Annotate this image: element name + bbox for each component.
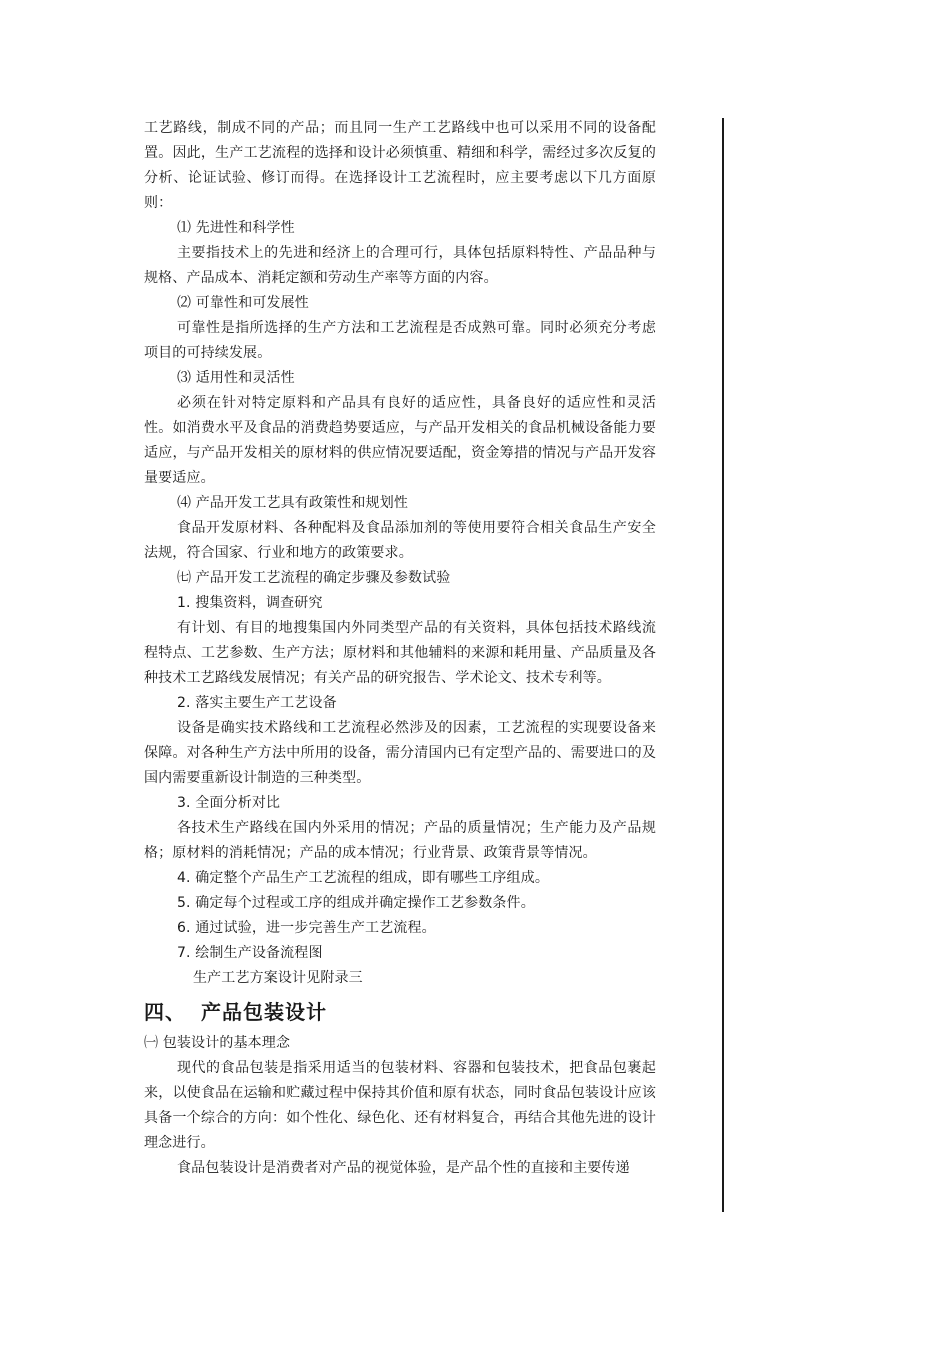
step-5-title: 5. 确定每个过程或工序的组成并确定操作工艺参数条件。: [177, 895, 535, 911]
principle-4-body: 食品开发原材料、各种配料及食品添加剂的等使用要符合相关食品生产安全法规，符合国家、行业和地方的政策要求。: [144, 520, 656, 561]
principle-2-title: ⑵ 可靠性和可发展性: [177, 295, 309, 311]
subsection-1-paragraph-2: 食品包装设计是消费者对产品的视觉体验，是产品个性的直接和主要传递: [177, 1160, 630, 1176]
step-2-title: 2. 落实主要生产工艺设备: [177, 695, 337, 711]
principle-2-body: 可靠性是指所选择的生产方法和工艺流程是否成熟可靠。同时必须充分考虑项目的可持续发展。: [144, 320, 656, 361]
intro-paragraph: 工艺路线，制成不同的产品；而且同一生产工艺路线中也可以采用不同的设备配置。因此，生产工艺流程的选择和设计必须慎重、精细和科学，需经过多次反复的分析、论证试验、修订而得。在选择设计工艺流程时，应主要考虑以下几方面原则：: [144, 120, 656, 211]
chapter-title: 产品包装设计: [201, 1000, 327, 1024]
chapter-heading: [144, 997, 656, 1027]
principle-3-title: ⑶ 适用性和灵活性: [177, 370, 295, 386]
appendix-note: 生产工艺方案设计见附录三: [193, 970, 363, 986]
step-1-title: 1. 搜集资料，调查研究: [177, 595, 323, 611]
step-1-body: 有计划、有目的地搜集国内外同类型产品的有关资料，具体包括技术路线流程特点、工艺参数、生产方法；原材料和其他辅料的来源和耗用量、产品质量及各种技术工艺路线发展情况；有关产品的研究报告、学术论文、技术专利等。: [144, 620, 656, 686]
subsection-1-paragraph-1: 现代的食品包装是指采用适当的包装材料、容器和包装技术，把食品包裹起来，以使食品在运输和贮藏过程中保持其价值和原有状态，同时食品包装设计应该具备一个综合的方向：如个性化、绿色化、还有材料复合，再结合其他先进的设计理念进行。: [144, 1060, 656, 1151]
step-3-title: 3. 全面分析对比: [177, 795, 281, 811]
step-6-title: 6. 通过试验，进一步完善生产工艺流程。: [177, 920, 436, 936]
principle-1-title: ⑴ 先进性和科学性: [177, 220, 295, 236]
step-4-title: 4. 确定整个产品生产工艺流程的组成，即有哪些工序组成。: [177, 870, 550, 886]
principle-3-body: 必须在针对特定原料和产品具有良好的适应性，具备良好的适应性和灵活性。如消费水平及食品的消费趋势要适应，与产品开发相关的食品机械设备能力要适应，与产品开发相关的原材料的供应情况要适配，资金筹措的情况与产品开发容量要适应。: [144, 395, 656, 486]
step-2-body: 设备是确实技术路线和工艺流程必然涉及的因素，工艺流程的实现要设备来保障。对各种生产方法中所用的设备，需分清国内已有定型产品的、需要进口的及国内需要重新设计制造的三种类型。: [144, 720, 656, 786]
subsection-1-title: ㈠ 包装设计的基本理念: [144, 1035, 291, 1051]
step-3-body: 各技术生产路线在国内外采用的情况；产品的质量情况；生产能力及产品规格；原材料的消耗情况；产品的成本情况；行业背景、政策背景等情况。: [144, 820, 656, 861]
margin-rule: [722, 118, 724, 1212]
section-7-title: ㈦ 产品开发工艺流程的确定步骤及参数试验: [177, 570, 451, 586]
principle-4-title: ⑷ 产品开发工艺具有政策性和规划性: [177, 495, 408, 511]
page-content: [144, 116, 656, 1181]
principle-1-body: 主要指技术上的先进和经济上的合理可行，具体包括原料特性、产品品种与规格、产品成本、消耗定额和劳动生产率等方面的内容。: [144, 245, 656, 286]
chapter-number: 四、: [144, 1000, 186, 1024]
step-7-title: 7. 绘制生产设备流程图: [177, 945, 323, 961]
